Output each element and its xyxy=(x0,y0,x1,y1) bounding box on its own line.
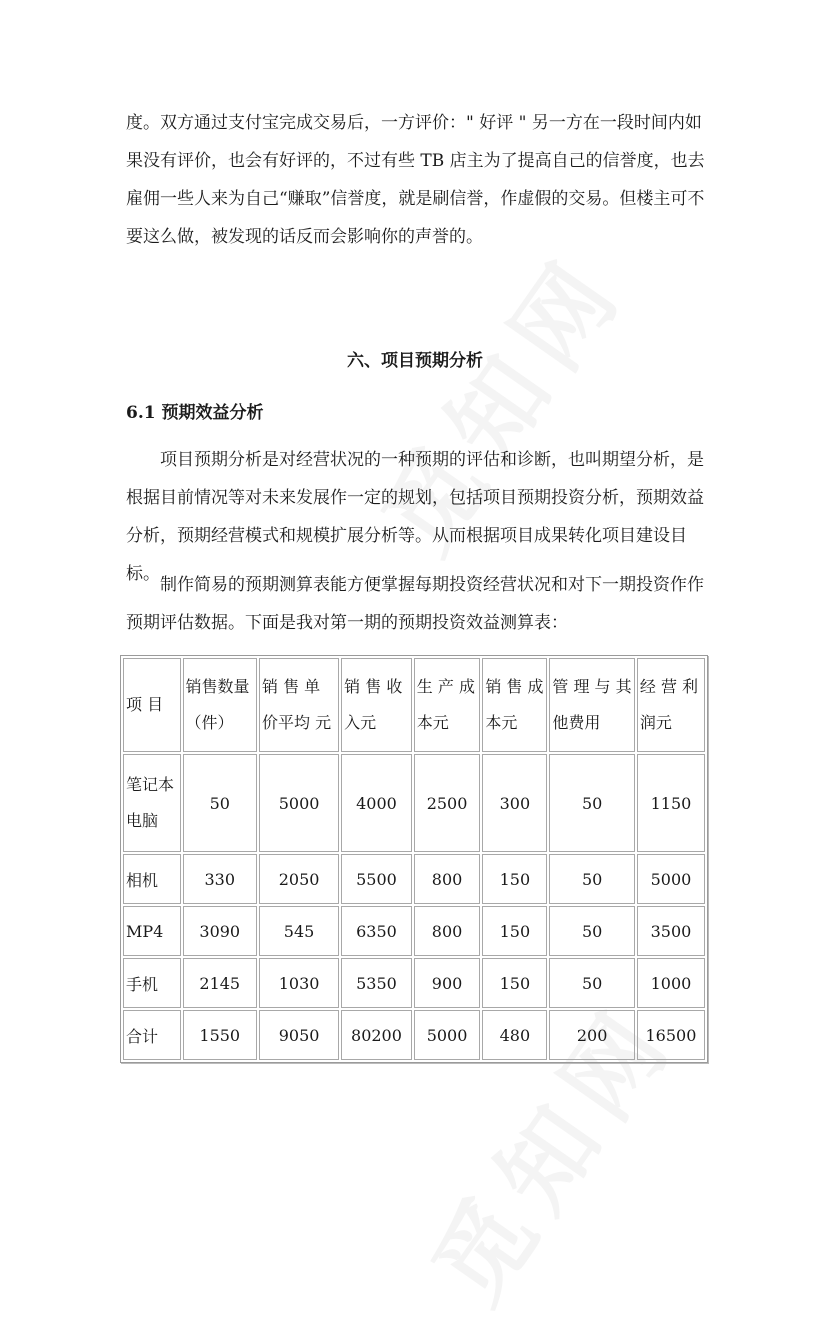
row-label: 手机 xyxy=(123,958,181,1008)
table-cell: 200 xyxy=(549,1010,635,1060)
table-header-row xyxy=(123,658,705,752)
table-cell: 1550 xyxy=(183,1010,257,1060)
table-cell: 150 xyxy=(482,958,547,1008)
header-mgmt-other: 管 理 与 其他费用 xyxy=(549,658,635,752)
table-cell: 6350 xyxy=(341,906,412,956)
header-profit: 经 营 利润元 xyxy=(637,658,705,752)
table-cell: 900 xyxy=(414,958,481,1008)
table-cell: 480 xyxy=(482,1010,547,1060)
table-cell: 5000 xyxy=(259,754,339,852)
row-label: 笔记本电脑 xyxy=(123,754,181,852)
subsection-title: 6.1 预期效益分析 xyxy=(126,403,264,423)
table-row xyxy=(123,854,705,904)
body-paragraph-2: 项目预期分析是对经营状况的一种预期的评估和诊断，也叫期望分析，是根据目前情况等对未来发展作一定的规划，包括项目预期投资分析，预期效益分析，预期经营模式和规模扩展分析等。从而根据项目成果转化项目建设目标。 xyxy=(126,450,704,584)
table-cell: 3090 xyxy=(183,906,257,956)
header-item: 项 目 xyxy=(123,658,181,752)
table-cell: 1030 xyxy=(259,958,339,1008)
table-cell: 50 xyxy=(549,754,635,852)
header-production-cost: 生 产 成本元 xyxy=(414,658,481,752)
table-cell: 1000 xyxy=(637,958,705,1008)
table-row xyxy=(123,906,705,956)
table-cell: 800 xyxy=(414,906,481,956)
table-cell: 16500 xyxy=(637,1010,705,1060)
table-cell: 5500 xyxy=(341,854,412,904)
table-cell: 5000 xyxy=(637,854,705,904)
header-sales-qty: 销售数量（件） xyxy=(183,658,257,752)
table-cell: 50 xyxy=(549,854,635,904)
table-cell: 2500 xyxy=(414,754,481,852)
table-cell: 800 xyxy=(414,854,481,904)
row-label: 相机 xyxy=(123,854,181,904)
table-row-total xyxy=(123,1010,705,1060)
table-cell: 80200 xyxy=(341,1010,412,1060)
table-cell: 300 xyxy=(482,754,547,852)
table-cell: 5000 xyxy=(414,1010,481,1060)
investment-return-table xyxy=(120,655,708,1063)
section-title: 六、项目预期分析 xyxy=(347,351,483,371)
table-row xyxy=(123,958,705,1008)
table-cell: 2145 xyxy=(183,958,257,1008)
table-cell: 50 xyxy=(549,958,635,1008)
table-cell: 5350 xyxy=(341,958,412,1008)
row-label: MP4 xyxy=(123,906,181,956)
row-label: 合计 xyxy=(123,1010,181,1060)
table-cell: 4000 xyxy=(341,754,412,852)
header-sales-cost: 销 售 成本元 xyxy=(482,658,547,752)
table-cell: 50 xyxy=(549,906,635,956)
table-cell: 330 xyxy=(183,854,257,904)
table-cell: 1150 xyxy=(637,754,705,852)
table-cell: 2050 xyxy=(259,854,339,904)
table-cell: 150 xyxy=(482,906,547,956)
body-paragraph-1: 度。双方通过支付宝完成交易后，一方评价：" 好评 " 另一方在一段时间内如果没有评价，也会有好评的，不过有些 TB 店主为了提高自己的信誉度，也去雇佣一些人来为自己“赚取”信誉度，就是刷信誉，作虚假的交易。但楼主可不要这么做，被发现的话反而会影响你的声誉的。 xyxy=(126,113,705,247)
table-cell: 50 xyxy=(183,754,257,852)
body-paragraph-3: 制作简易的预期测算表能方便掌握每期投资经营状况和对下一期投资作作预期评估数据。下面是我对第一期的预期投资效益测算表： xyxy=(126,575,704,633)
header-avg-price: 销 售 单 价平均 元 xyxy=(259,658,339,752)
table-cell: 150 xyxy=(482,854,547,904)
table-cell: 9050 xyxy=(259,1010,339,1060)
table-cell: 3500 xyxy=(637,906,705,956)
table-cell: 545 xyxy=(259,906,339,956)
header-revenue: 销 售 收入元 xyxy=(341,658,412,752)
table-row xyxy=(123,754,705,852)
